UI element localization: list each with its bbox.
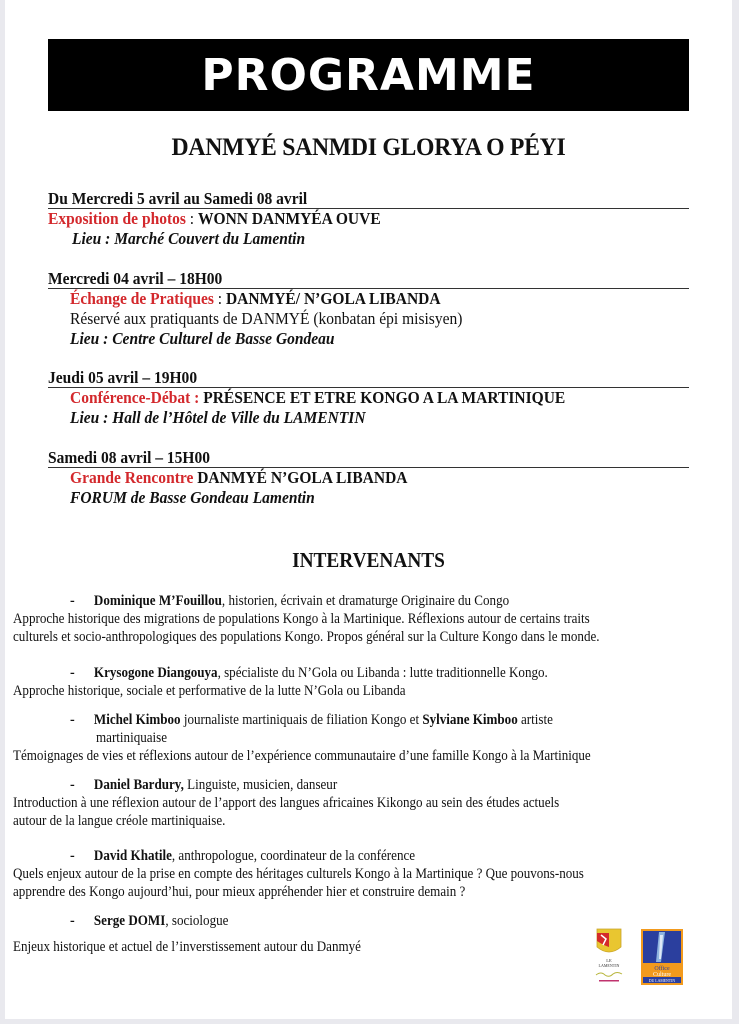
event-title: DANMYÉ SANMDI GLORYA O PÉYI [171,132,566,161]
program-date: Jeudi 05 avril – 19H00 [48,368,689,388]
speaker-role: , spécialiste du N’Gola ou Libanda : lutte traditionnelle Kongo. [217,665,548,681]
speaker-description: Quels enjeux autour de la prise en compte des héritages culturels Kongo à la Martinique ? Que pouvons-nous [13,866,584,882]
speaker-role: , historien, écrivain et dramaturge Originaire du Congo [221,593,510,609]
office-culture-logo [641,929,683,985]
speaker-item [13,592,723,646]
event-location: Lieu : Hall de l’Hôtel de Ville du LAMENTIN [70,408,366,427]
speaker-item [13,664,723,700]
speaker-name: Krysogone Diangouya [93,665,218,681]
program-date: Du Mercredi 5 avril au Samedi 08 avril [48,189,689,209]
speaker-description: Témoignages de vies et réflexions autour de l’expérience communautaire d’une famille Kongo à la Martinique [13,748,591,764]
event-name: DANMYÉ N’GOLA LIBANDA [197,468,408,487]
document-page [5,0,732,1019]
speaker-description: Approche historique des migrations de populations Kongo à la Martinique. Réflexions autour de certains traits [13,611,590,627]
speaker-item [13,776,723,830]
speaker-item: - Michel Kimboo journaliste martiniquais de filiation Kongo et Sylviane Kimboo artiste martiniquaise Témoignages de vies et réflexions autour de l’expérience communautaire d’une famille Kongo à la Martinique [13,711,723,765]
event-name: DANMYÉ/ N’GOLA LIBANDA [225,289,441,308]
event-note: Réservé aux pratiquants de DANMYÉ (konbatan épi misisyen) [70,309,463,328]
speaker-name: Serge DOMI [93,913,166,929]
svg-text:DU LAMENTIN: DU LAMENTIN [648,979,676,983]
speaker-description: autour de la langue créole martiniquaise. [13,813,226,829]
svg-text:Office: Office [654,966,670,972]
speaker-description: Enjeux historique et actuel de l’inverstissement autour du Danmyé [13,939,361,955]
speaker-description: culturels et socio-anthropologiques des populations Kongo. Propos général sur la Culture Kongo dans le monde. [13,629,600,645]
le-lamentin-logo [592,925,626,985]
city-crest-icon [592,925,626,985]
program-item-exposition: Du Mercredi 5 avril au Samedi 08 avril Exposition de photos : WONN DANMYÉA OUVE Lieu : Marché Couvert du Lamentin [48,189,689,249]
speaker-description: Introduction à une réflexion autour de l’apport des langues africaines Kikongo au sein des études actuels [13,795,560,811]
event-type: Échange de Pratiques [70,289,214,308]
speaker-role: , anthropologue, coordinateur de la conférence [171,848,416,864]
speaker-description: apprendre des Kongo aujourd’hui, pour mieux appréhender hier et construire demain ? [13,884,466,900]
program-item-rencontre [48,448,689,508]
programme-banner [48,39,689,111]
svg-text:LAMENTIN: LAMENTIN [598,963,620,968]
program-item-conference [48,368,689,428]
event-location: Lieu : Centre Culturel de Basse Gondeau [70,329,335,348]
speaker-name-2: Sylviane Kimboo [422,712,518,728]
event-location: Lieu : Marché Couvert du Lamentin [72,229,306,248]
event-name: WONN DANMYÉA OUVE [197,209,381,228]
program-date: Samedi 08 avril – 15H00 [48,448,689,468]
speakers-heading: INTERVENANTS [292,548,445,572]
program-date: Mercredi 04 avril – 18H00 [48,269,689,289]
speaker-name: Daniel Bardury, [93,777,184,793]
office-culture-icon [641,929,683,985]
program-item-echange: Mercredi 04 avril – 18H00 Échange de Pratiques : DANMYÉ/ N’GOLA LIBANDA Réservé aux pratiquants de DANMYÉ (konbatan épi misisyen) Lieu : Centre Culturel de Basse Gondeau [48,269,689,349]
speaker-role: journaliste martiniquais de filiation Kongo et [180,712,423,728]
banner-title: PROGRAMME [201,49,536,101]
event-type: Grande Rencontre [70,468,194,487]
speaker-role: , sociologue [165,913,229,929]
event-location: FORUM de Basse Gondeau Lamentin [70,488,315,507]
event-type: Exposition de photos [48,209,186,228]
event-type: Conférence-Débat : [70,388,200,407]
speaker-item [13,847,723,901]
event-name: PRÉSENCE ET ETRE KONGO A LA MARTINIQUE [203,388,566,407]
svg-text:Culture: Culture [653,972,671,978]
speaker-role: Linguiste, musicien, danseur [183,777,338,793]
speaker-name: Michel Kimboo [93,712,181,728]
speaker-name: Dominique M’Fouillou [93,593,222,609]
speaker-description: Approche historique, sociale et performative de la lutte N’Gola ou Libanda [13,683,406,699]
svg-text:LE: LE [606,958,612,963]
speaker-name: David Khatile [93,848,172,864]
